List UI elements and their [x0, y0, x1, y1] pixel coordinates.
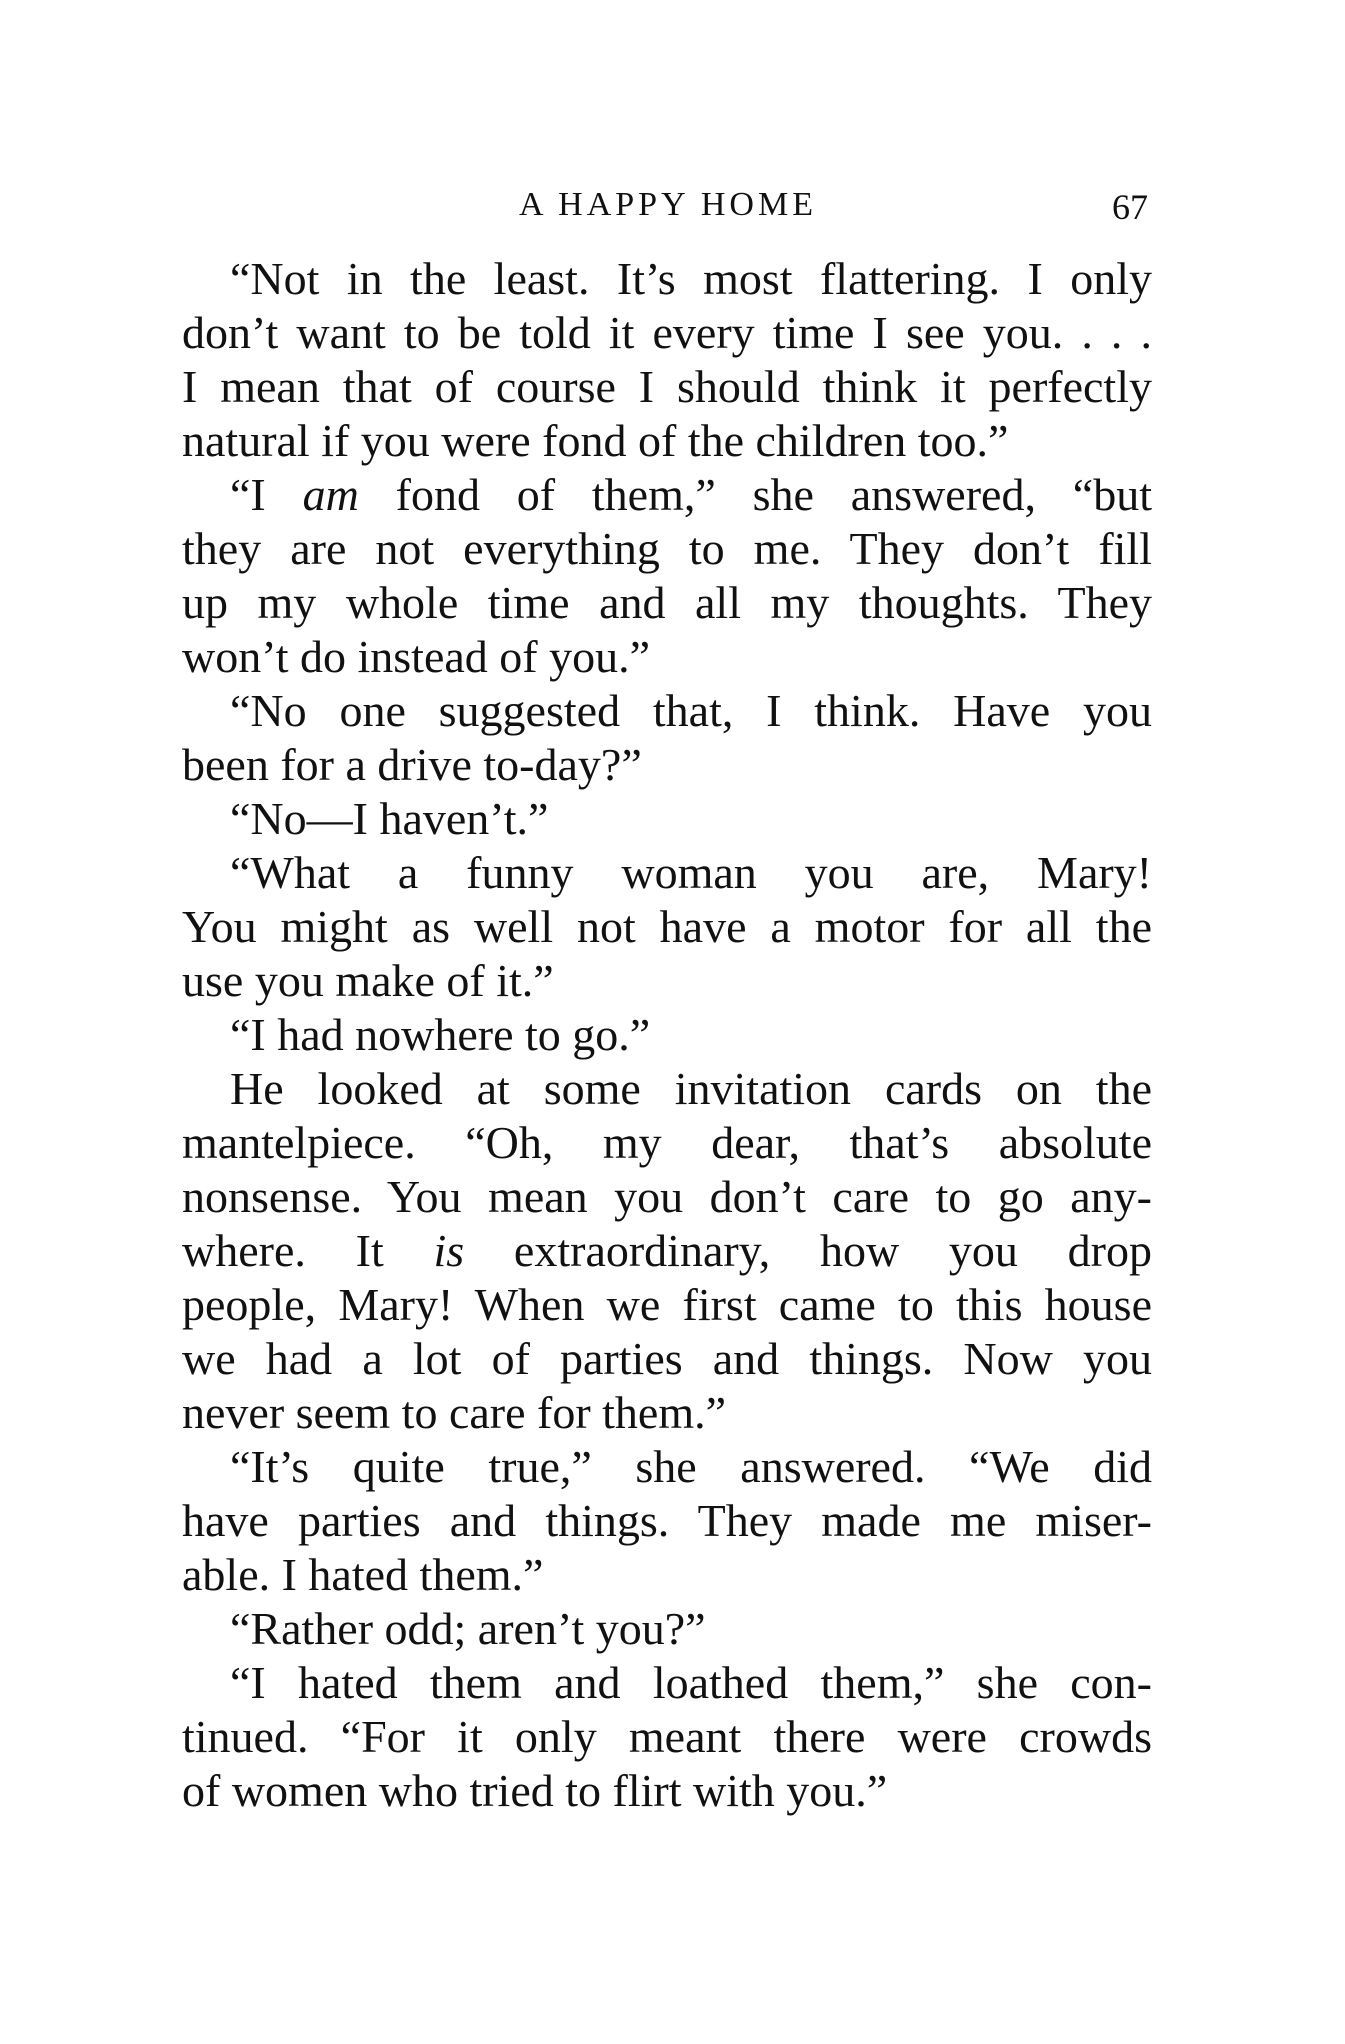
text-line: “Rather odd; aren’t you?” — [230, 1603, 706, 1654]
text-line: “No one suggested that, I think. Have you — [230, 685, 1152, 736]
text-line: won’t do instead of you.” — [182, 631, 651, 682]
text-line: where. It is extraordinary, how you drop — [182, 1225, 1152, 1276]
text-line: have parties and things. They made me miser- — [182, 1495, 1152, 1546]
text-line: we had a lot of parties and things. Now you — [182, 1333, 1152, 1384]
text-line: mantelpiece. “Oh, my dear, that’s absolute — [182, 1117, 1152, 1168]
text-line: been for a drive to-day?” — [182, 739, 642, 790]
text-line: “What a funny woman you are, Mary! — [230, 847, 1152, 898]
running-head: A HAPPY HOME — [518, 186, 817, 223]
text-line: use you make of it.” — [182, 955, 554, 1006]
text-line: of women who tried to flirt with you.” — [182, 1765, 888, 1816]
text-line: don’t want to be told it every time I see you. . . . — [182, 307, 1152, 358]
text-line: You might as well not have a motor for all the — [182, 901, 1152, 952]
italic-word: is — [433, 1225, 465, 1276]
body-text — [182, 252, 1152, 1818]
text-line: “I hated them and loathed them,” she con- — [230, 1657, 1152, 1708]
page-number: 67 — [1112, 187, 1148, 227]
text-line: nonsense. You mean you don’t care to go any- — [182, 1171, 1152, 1222]
text-line: up my whole time and all my thoughts. They — [182, 577, 1152, 628]
text-line: “I am fond of them,” she answered, “but — [230, 469, 1152, 520]
text-line: never seem to care for them.” — [182, 1387, 727, 1438]
text-line: people, Mary! When we first came to this house — [182, 1279, 1152, 1330]
text-line: “It’s quite true,” she answered. “We did — [230, 1441, 1152, 1492]
text-line: natural if you were fond of the children too.” — [182, 415, 1009, 466]
text-line: tinued. “For it only meant there were crowds — [182, 1711, 1152, 1762]
text-line: “I had nowhere to go.” — [230, 1009, 651, 1060]
text-line: “Not in the least. It’s most flattering. I only — [230, 253, 1152, 304]
text-line: able. I hated them.” — [182, 1549, 544, 1600]
page-header — [182, 180, 1154, 240]
italic-word: am — [302, 469, 359, 520]
text-line: I mean that of course I should think it perfectly — [182, 361, 1152, 412]
text-line: “No—I haven’t.” — [230, 793, 549, 844]
text-line: He looked at some invitation cards on the — [230, 1063, 1152, 1114]
text-line: they are not everything to me. They don’t fill — [182, 523, 1152, 574]
